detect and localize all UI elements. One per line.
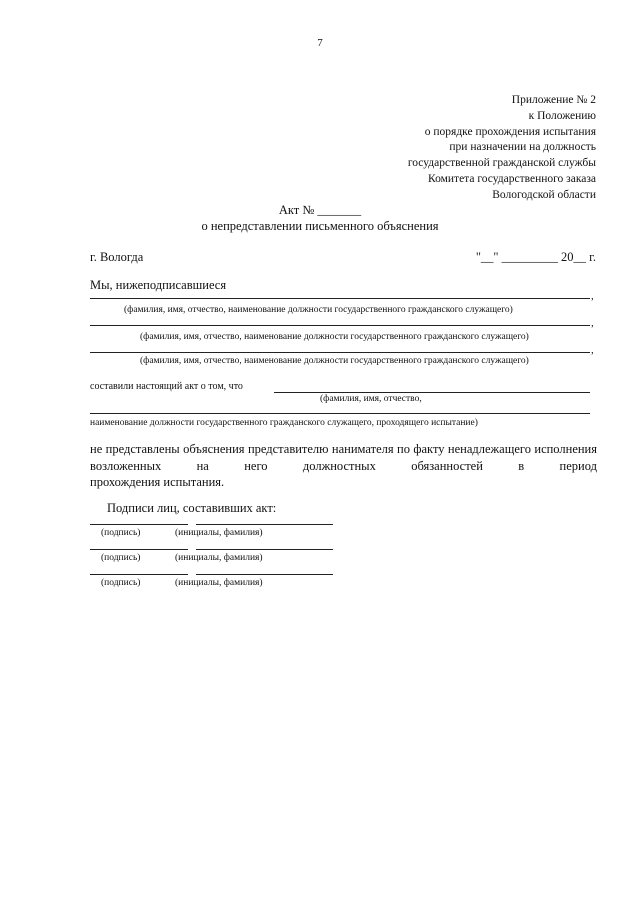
fill-line <box>90 325 590 326</box>
appendix-line: Комитета государственного заказа <box>427 172 596 185</box>
name-line <box>196 574 333 575</box>
fill-line <box>90 298 590 299</box>
appendix-line: о порядке прохождения испытания <box>424 125 596 138</box>
line-comma: , <box>591 290 594 302</box>
line-comma: , <box>591 344 594 356</box>
fill-line <box>90 352 590 353</box>
fill-line <box>274 392 590 393</box>
probationer-caption: (фамилия, имя, отчество, <box>320 394 422 404</box>
name-line <box>196 524 333 525</box>
name-line <box>196 549 333 550</box>
place: г. Вологда <box>90 250 144 264</box>
body-paragraph <box>90 441 597 491</box>
appendix-line: при назначении на должность <box>449 141 596 154</box>
employee-caption: (фамилия, имя, отчество, наименование должности государственного гражданского служащего) <box>124 305 513 315</box>
fill-line <box>90 413 590 414</box>
body-text: не представлены объяснения представителю нанимателя по факту ненадлежащего исполнения возложенных на него должностных обязанностей в период <box>90 442 597 473</box>
page-number: 7 <box>317 37 323 49</box>
employee-caption: (фамилия, имя, отчество, наименование должности государственного гражданского служащего) <box>140 332 529 342</box>
appendix-line: к Положению <box>528 109 596 122</box>
we-signed-label: Мы, нижеподписавшиеся <box>90 278 227 292</box>
composed-text: составили настоящий акт о том, что <box>90 381 243 392</box>
signature-line <box>90 574 188 575</box>
name-caption: (инициалы, фамилия) <box>175 578 263 588</box>
appendix-header <box>408 93 596 204</box>
act-subtitle: о непредставлении письменного объяснения <box>201 219 439 233</box>
employee-caption: (фамилия, имя, отчество, наименование должности государственного гражданского служащего) <box>140 356 529 366</box>
signature-caption: (подпись) <box>101 553 141 563</box>
appendix-line: Приложение № 2 <box>511 94 596 106</box>
signatures-title: Подписи лиц, составивших акт: <box>107 501 277 515</box>
name-caption: (инициалы, фамилия) <box>175 553 263 563</box>
body-text: прохождения испытания. <box>90 475 225 489</box>
appendix-line: Вологодской области <box>492 188 596 201</box>
name-caption: (инициалы, фамилия) <box>175 528 263 538</box>
probationer-caption: наименование должности государственного гражданского служащего, проходящего испытание) <box>90 418 478 428</box>
signature-caption: (подпись) <box>101 578 141 588</box>
act-title: Акт № _______ <box>278 203 362 217</box>
line-comma: , <box>591 317 594 329</box>
date-field: "__" _________ 20__ г. <box>475 250 596 264</box>
signature-line <box>90 524 188 525</box>
appendix-line: государственной гражданской службы <box>407 157 596 170</box>
signature-line <box>90 549 188 550</box>
signature-caption: (подпись) <box>101 528 141 538</box>
